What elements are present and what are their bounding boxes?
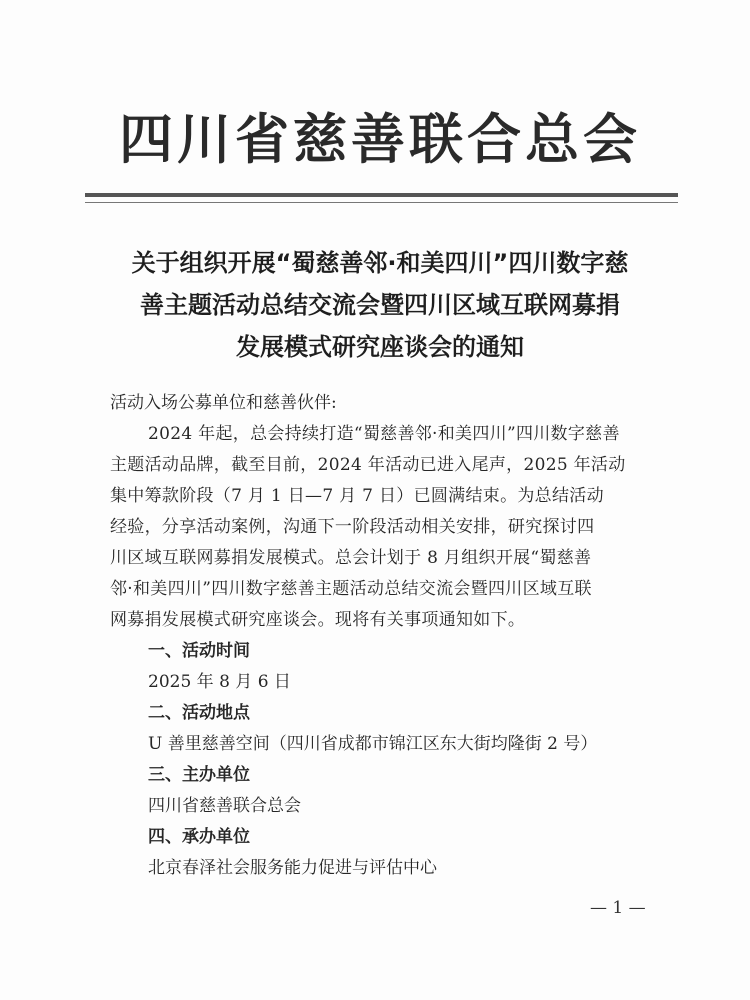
letterhead-rule <box>85 193 678 197</box>
intro-paragraph <box>110 419 670 636</box>
notice-body <box>110 388 670 884</box>
notice-title <box>90 242 670 368</box>
paragraph-line: 川区域互联网募捐发展模式。总会计划于 8 月组织开展“蜀慈善 <box>110 548 592 568</box>
section-heading-time: 一、活动时间 <box>148 641 250 661</box>
page-number: — 1 — <box>590 898 646 918</box>
salutation: 活动入场公募单位和慈善伙伴: <box>110 393 337 413</box>
paragraph-line: 2024 年起，总会持续打造“蜀慈善邻·和美四川”四川数字慈善 <box>148 424 620 444</box>
notice-title-line: 发展模式研究座谈会的通知 <box>236 333 524 361</box>
section-value-time: 2025 年 8 月 6 日 <box>148 672 291 692</box>
section-value-undertaker: 北京春泽社会服务能力促进与评估中心 <box>148 858 437 878</box>
paragraph-line: 主题活动品牌，截至目前，2024 年活动已进入尾声，2025 年活动 <box>110 455 626 475</box>
section-heading-organizer: 三、主办单位 <box>148 765 250 785</box>
section-heading-location: 二、活动地点 <box>148 703 250 723</box>
notice-title-line: 善主题活动总结交流会暨四川区域互联网募捐 <box>140 291 620 319</box>
notice-title-line: 关于组织开展“蜀慈善邻·和美四川”四川数字慈 <box>131 249 629 277</box>
letterhead-organization: 四川省慈善联合总会 <box>119 108 641 171</box>
paragraph-line: 集中筹款阶段（7 月 1 日—7 月 7 日）已圆满结束。为总结活动 <box>110 486 604 506</box>
section-value-location: U 善里慈善空间（四川省成都市锦江区东大街均隆街 2 号） <box>148 734 598 754</box>
paragraph-line: 网募捐发展模式研究座谈会。现将有关事项通知如下。 <box>110 610 526 630</box>
section-value-organizer: 四川省慈善联合总会 <box>148 796 301 816</box>
paragraph-line: 经验，分享活动案例，沟通下一阶段活动相关安排，研究探讨四 <box>110 517 595 537</box>
section-heading-undertaker: 四、承办单位 <box>148 827 250 847</box>
letterhead-rule-thin <box>85 202 678 203</box>
paragraph-line: 邻·和美四川”四川数字慈善主题活动总结交流会暨四川区域互联 <box>110 579 592 599</box>
